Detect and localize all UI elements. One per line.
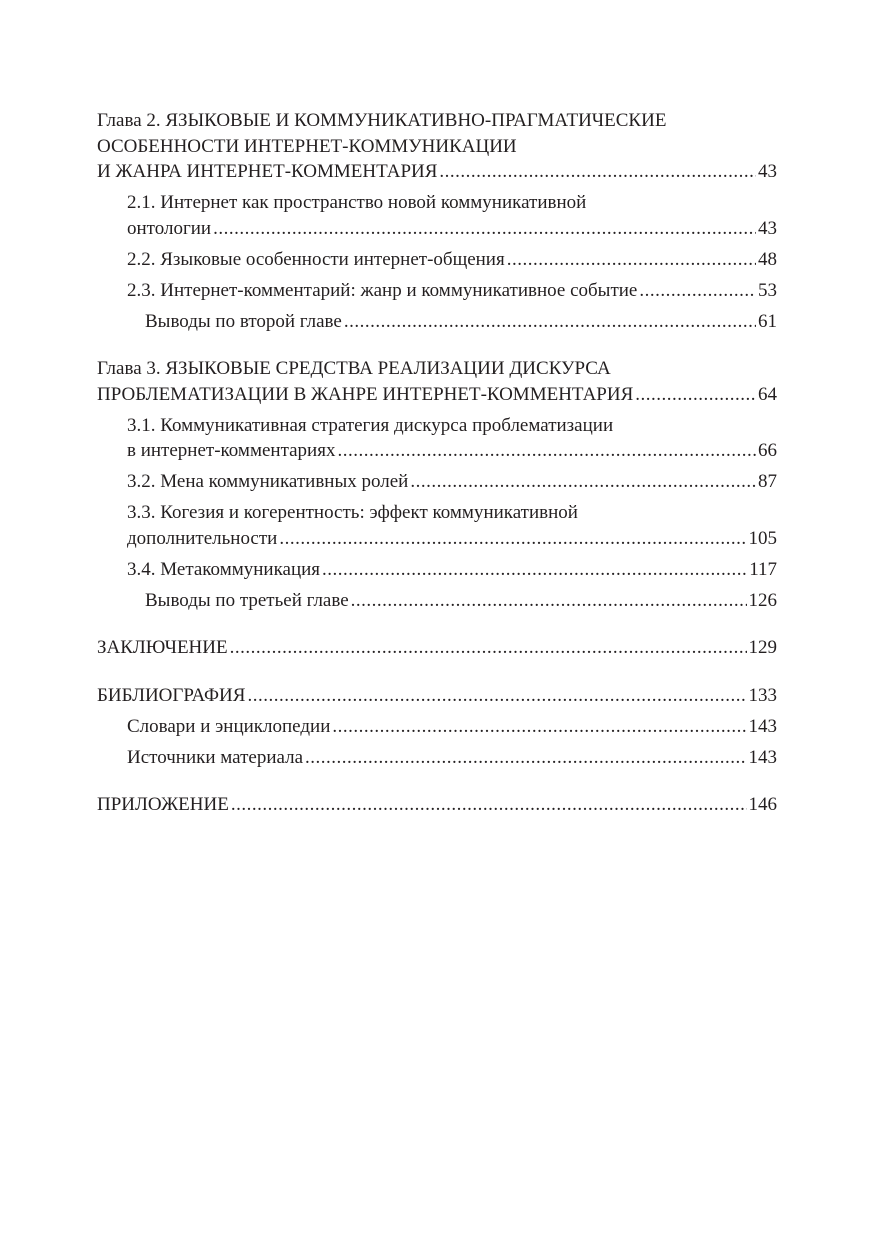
- toc-dictionaries-line: [127, 714, 777, 740]
- toc-section-3-3-page: 105: [748, 527, 777, 549]
- toc-chapter-3-conclusions: [145, 588, 777, 614]
- toc-dictionaries: [127, 714, 777, 740]
- dot-leader: [344, 309, 756, 335]
- toc-section-2-1-line2: [127, 216, 777, 242]
- toc-section-2-2-page: 48: [758, 248, 777, 270]
- toc-conclusion-page: 129: [748, 637, 777, 658]
- toc-sources-line: [127, 745, 777, 771]
- toc-section-3-1-line1: 3.1. Коммуникативная стратегия дискурса проблематизации: [127, 414, 614, 436]
- dot-leader: [635, 382, 756, 408]
- toc-dictionaries-title: Словари и энциклопедии: [127, 715, 331, 737]
- toc-section-2-3-page: 53: [758, 279, 777, 301]
- toc-conclusion-line: [97, 635, 777, 661]
- dot-leader: [322, 557, 747, 583]
- toc-appendix-title: ПРИЛОЖЕНИЕ: [97, 794, 229, 815]
- toc-chapter-2-conclusions-title: Выводы по второй главе: [145, 310, 342, 332]
- toc-chapter-3-page: 64: [758, 383, 777, 405]
- dot-leader: [332, 714, 746, 740]
- toc-section-3-2-line: [127, 469, 777, 495]
- toc-section-3-3-line1: 3.3. Когезия и когерентность: эффект коммуникативной: [127, 502, 578, 523]
- dot-leader: [231, 792, 747, 818]
- dot-leader: [247, 683, 746, 709]
- toc-chapter-3-conclusions-page: 126: [748, 589, 777, 611]
- toc-section-2-1-title-end: онтологии: [127, 217, 212, 239]
- toc-section-2-1-page: 43: [758, 217, 777, 239]
- toc-chapter-3-conclusions-line: [145, 588, 777, 614]
- toc-chapter-3-conclusions-title: Выводы по третьей главе: [145, 589, 349, 611]
- dot-leader: [305, 745, 746, 771]
- dot-leader: [639, 278, 756, 304]
- toc-bibliography-title: БИБЛИОГРАФИЯ: [97, 684, 246, 706]
- toc-section-3-2: [127, 469, 777, 495]
- toc-section-3-4-line: [127, 557, 777, 583]
- dot-leader: [439, 159, 756, 185]
- toc-section-2-3-title: 2.3. Интернет-комментарий: жанр и коммуникативное событие: [127, 279, 638, 301]
- toc-chapter-2: [97, 108, 777, 185]
- toc-chapter-2-line3: [97, 159, 777, 185]
- toc-chapter-3: [97, 356, 777, 407]
- toc-chapter-2-line2: ОСОБЕННОСТИ ИНТЕРНЕТ-КОММУНИКАЦИИ: [97, 135, 517, 157]
- toc-conclusion: [97, 635, 777, 661]
- toc-section-3-2-title: 3.2. Мена коммуникативных ролей: [127, 471, 409, 492]
- toc-section-2-2: [127, 247, 777, 273]
- toc-chapter-2-conclusions: [145, 309, 777, 335]
- toc-section-3-4: [127, 557, 777, 583]
- dot-leader: [230, 635, 747, 661]
- toc-appendix-page: 146: [748, 794, 777, 815]
- toc-sources: [127, 745, 777, 771]
- toc-section-3-3-line2: [127, 526, 777, 552]
- toc-sources-page: 143: [748, 746, 777, 768]
- toc-section-3-1-page: 66: [758, 440, 777, 461]
- toc-section-3-4-title: 3.4. Метакоммуникация: [127, 558, 321, 580]
- toc-section-3-1-line2: [127, 438, 777, 464]
- toc-section-2-1-line1: 2.1. Интернет как пространство новой коммуникативной: [127, 192, 587, 213]
- toc-section-2-2-title: 2.2. Языковые особенности интернет-общения: [127, 248, 505, 270]
- toc-section-2-1: [127, 190, 777, 241]
- dot-leader: [410, 469, 756, 495]
- dot-leader: [213, 216, 756, 242]
- dot-leader: [337, 438, 756, 464]
- toc-section-3-2-page: 87: [758, 471, 777, 492]
- toc-chapter-2-conclusions-page: 61: [758, 310, 777, 332]
- toc-bibliography: [97, 683, 777, 709]
- toc-section-3-1-title-end: в интернет-комментариях: [127, 440, 336, 461]
- toc-section-2-3: [127, 278, 777, 304]
- toc-bibliography-line: [97, 683, 777, 709]
- toc-chapter-3-title-end: ПРОБЛЕМАТИЗАЦИИ В ЖАНРЕ ИНТЕРНЕТ-КОММЕНТАРИЯ: [97, 383, 634, 405]
- dot-leader: [351, 588, 747, 614]
- dot-leader: [279, 526, 746, 552]
- toc-dictionaries-page: 143: [748, 715, 777, 737]
- toc-section-2-2-line: [127, 247, 777, 273]
- toc-chapter-3-line1: Глава 3. ЯЗЫКОВЫЕ СРЕДСТВА РЕАЛИЗАЦИИ ДИСКУРСА: [97, 358, 611, 379]
- toc-bibliography-page: 133: [748, 684, 777, 706]
- toc-chapter-3-line2: [97, 382, 777, 408]
- toc-chapter-2-line1: Глава 2. ЯЗЫКОВЫЕ И КОММУНИКАТИВНО-ПРАГМАТИЧЕСКИЕ: [97, 110, 667, 131]
- toc-chapter-2-conclusions-line: [145, 309, 777, 335]
- toc-chapter-2-page: 43: [758, 161, 777, 182]
- toc-section-3-3: [127, 500, 777, 551]
- toc-chapter-2-title-end: И ЖАНРА ИНТЕРНЕТ-КОММЕНТАРИЯ: [97, 161, 438, 182]
- toc-appendix-line: [97, 792, 777, 818]
- toc-section-2-3-line: [127, 278, 777, 304]
- toc-sources-title: Источники материала: [127, 746, 304, 768]
- toc-conclusion-title: ЗАКЛЮЧЕНИЕ: [97, 637, 228, 658]
- toc-section-3-4-page: 117: [749, 558, 777, 580]
- toc-appendix: [97, 792, 777, 818]
- dot-leader: [507, 247, 756, 273]
- toc-section-3-1: [127, 413, 777, 464]
- table-of-contents: [97, 108, 777, 818]
- toc-section-3-3-title-end: дополнительности: [127, 527, 278, 549]
